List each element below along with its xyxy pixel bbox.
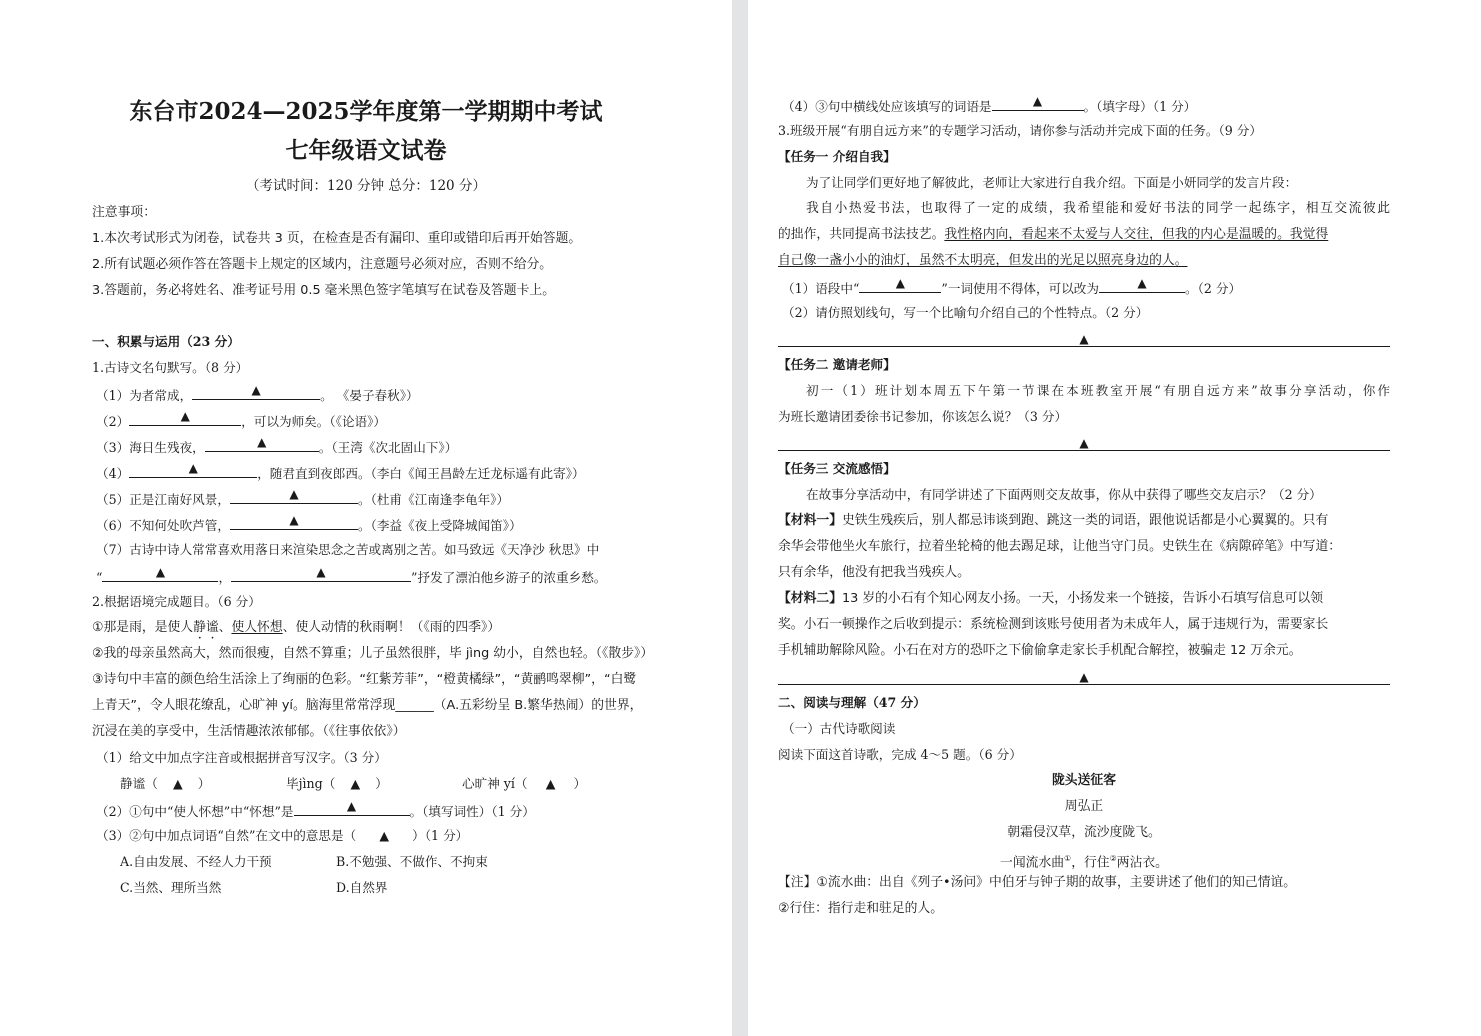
question-item (96, 801, 535, 819)
item-text: （3）海日生残夜， (96, 440, 205, 455)
exam-subtitle: 七年级语文试卷 (285, 137, 447, 164)
material-line (778, 512, 1390, 530)
item-text: ）（1 分） (412, 828, 469, 843)
passage-line: ③诗句中丰富的颜色给生活涂上了绚丽的色彩。“红紫芳菲”，“橙黄橘绿”，“黄鹂鸣翠柳”，“白鹭 (92, 672, 637, 687)
exam-info: （考试时间：120 分钟 总分：120 分） (246, 178, 486, 194)
poem-line (778, 850, 1390, 871)
option[interactable]: A.自由发展、不经人力干预 (120, 854, 272, 869)
passage-text: ①那是雨，是使人 (92, 620, 194, 635)
pinyin-label: 毕jìng（ (286, 776, 336, 791)
dotted-word: 静谧 (193, 620, 219, 635)
answer-blank[interactable] (231, 567, 411, 582)
pinyin-end: ） (197, 776, 211, 791)
material-line: 余华会带他坐火车旅行，拉着坐轮椅的他去踢足球，让他当守门员。史铁生在《病隙碎笔》中写道： (778, 539, 1342, 554)
pinyin-row (120, 775, 640, 793)
notice-heading: 注意事项： (92, 205, 156, 220)
triangle-marker: ▲ (188, 461, 198, 475)
answer-blank[interactable] (992, 96, 1084, 111)
pinyin-item (286, 775, 388, 793)
subsection-heading: （一）古代诗歌阅读 (782, 721, 896, 736)
item-text: 。（杜甫《江南逢李龟年》） (357, 492, 510, 507)
task-text: 初一（1）班计划本周五下午第一节课在本班教室开展“有朋自远方来”故事分享活动，你作 (806, 383, 1390, 398)
triangle-marker: ▲ (895, 276, 906, 290)
pinyin-label: 静谧（ (120, 776, 158, 791)
underlined-sentence: 我性格内向，看起来不太爱与人交往，但我的内心是温暖的。我觉得 (944, 227, 1329, 242)
item-text: ”抒发了漂泊他乡游子的浓重乡愁。 (411, 570, 607, 585)
poem-title: 陇头送征客 (1052, 773, 1116, 788)
footnote-marker: ② (1109, 854, 1117, 863)
material-text: 史铁生残疾后，别人都忌讳谈到跑、跳这一类的词语，跟他说话都是小心翼翼的。只有 (841, 513, 1329, 528)
task-heading: 【任务一 介绍自我】 (778, 149, 896, 164)
triangle-marker: ▲ (155, 565, 166, 579)
passage-line: 上青天”，令人眼花缭乱，心旷神 yí。脑海里常常浮现______（A.五彩纷呈 B.繁华热闹）的世界， (92, 698, 643, 713)
underlined-word: 使人怀想 (231, 620, 283, 635)
item-text: 。（填写词性）（1 分） (409, 804, 535, 819)
pinyin-end: ） (573, 776, 587, 791)
triangle-marker: ▲ (1079, 670, 1089, 684)
material-label: 【材料二】 (778, 591, 842, 606)
answer-blank[interactable] (859, 278, 941, 293)
triangle-marker: ▲ (1032, 94, 1043, 108)
passage-line (778, 252, 1188, 270)
question-item (96, 437, 457, 455)
material-label: 【材料一】 (778, 513, 842, 528)
triangle-marker: ▲ (289, 513, 299, 527)
answer-line[interactable] (778, 684, 1390, 685)
item-text: ， (218, 570, 232, 585)
poem-line: 朝霜侵汉草，流沙度陇飞。 (1007, 825, 1161, 840)
item-text: （4） (96, 466, 130, 481)
question-item (96, 411, 386, 429)
question-item (96, 515, 522, 533)
answer-blank[interactable] (192, 385, 320, 400)
passage-text: 、使人动情的秋雨啊！（《雨的四季》） (282, 620, 501, 635)
material-line: 只有余华，他没有把我当残疾人。 (778, 565, 970, 580)
triangle-marker: ▲ (251, 383, 261, 397)
notice-item: 1.本次考试形式为闭卷，试卷共 3 页，在检查是否有漏印、重印或错印后再开始答题。 (92, 231, 582, 246)
question-stem: 1.古诗文名句默写。（8 分） (92, 360, 249, 375)
poem-text: 一闻流水曲 (1000, 855, 1065, 871)
pinyin-end: ） (375, 776, 388, 791)
question-item: （2）请仿照划线句，写一个比喻句介绍自己的个性特点。（2 分） (782, 305, 1149, 320)
triangle-marker[interactable]: ▲ (545, 776, 556, 791)
exam-title: 东台市2024—2025学年度第一学期期中考试 (129, 98, 603, 125)
section-heading: 二、阅读与理解（47 分） (778, 695, 926, 710)
passage-line (778, 226, 1390, 244)
triangle-marker[interactable]: ▲ (350, 776, 361, 791)
item-text: （4）③句中横线处应该填写的词语是 (782, 99, 992, 114)
material-line: 奖。小石一顿操作之后收到提示：系统检测到该账号使用者为未成年人，属于违规行为，需要家长 (778, 617, 1329, 632)
task-text: 为班长邀请团委徐书记参加，你该怎么说？（3 分） (778, 409, 1068, 424)
item-text: ”一词使用不得体，可以改为 (941, 281, 1099, 296)
note-text: ①流水曲：出自《列子•汤问》中伯牙与钟子期的故事，主要讲述了他们的知己情谊。 (816, 875, 1297, 890)
triangle-marker[interactable]: ▲ (172, 776, 183, 791)
poem-author: 周弘正 (1064, 799, 1104, 814)
question-stem: 2.根据语境完成题目。（6 分） (92, 594, 261, 609)
item-text: （1）为者常成， (96, 388, 193, 403)
triangle-marker: ▲ (1079, 332, 1089, 346)
triangle-marker: ▲ (180, 409, 190, 423)
triangle-marker: ▲ (257, 435, 267, 449)
passage-line: 沉浸在美的享受中，生活情趣浓浓郁郁。（《往事依依》） (92, 724, 406, 739)
answer-blank[interactable] (230, 515, 358, 530)
answer-line[interactable] (778, 450, 1390, 451)
item-text: （5）正是江南好风景， (96, 492, 230, 507)
underlined-sentence: 自己像一盏小小的油灯，虽然不太明亮，但发出的光足以照亮身边的人。 (778, 253, 1188, 268)
reading-intro: 阅读下面这首诗歌，完成 4～5 题。（6 分） (778, 747, 1022, 762)
item-text: （6）不知何处吹芦管， (96, 518, 230, 533)
answer-blank[interactable] (294, 801, 410, 816)
option[interactable]: B.不勉强、不做作、不拘束 (336, 854, 488, 869)
notice-item: 2.所有试题必须作答在答题卡上规定的区域内，注意题号必须对应，否则不给分。 (92, 257, 553, 272)
triangle-marker: ▲ (1079, 436, 1089, 450)
option[interactable]: D.自然界 (336, 880, 388, 895)
item-text: （2）①句中“使人怀想”中“怀想”是 (96, 804, 294, 819)
material-text: 13 岁的小石有个知心网友小扬。一天，小扬发来一个链接，告诉小石填写信息可以领 (841, 591, 1324, 606)
poem-text: ，行住 (1071, 855, 1110, 871)
triangle-marker[interactable]: ▲ (379, 828, 390, 843)
item-text: 。（填字母）（1 分） (1083, 99, 1197, 114)
item-text: ，可以为师矣。（《论语》） (241, 414, 387, 429)
item-text: “ (96, 570, 103, 585)
option[interactable]: C.当然、理所当然 (120, 880, 222, 895)
task-intro: 为了让同学们更好地了解彼此，老师让大家进行自我介绍。下面是小妍同学的发言片段： (806, 175, 1298, 190)
answer-blank[interactable] (205, 437, 319, 452)
triangle-marker: ▲ (289, 487, 299, 501)
question-item (96, 489, 509, 507)
item-text: （3）②句中加点词语“自然”在文中的意思是（ (96, 828, 357, 843)
item-text: 。 《晏子春秋》） (320, 388, 419, 403)
triangle-marker: ▲ (346, 799, 357, 813)
task-heading: 【任务二 邀请老师】 (778, 357, 896, 372)
note-line: ②行住：指行走和驻足的人。 (778, 901, 944, 916)
question-item (96, 827, 468, 845)
note-label: 【注】 (778, 875, 817, 890)
question-item (782, 278, 1241, 296)
passage-text: 、 (218, 620, 232, 635)
answer-line[interactable] (778, 346, 1390, 347)
task-intro: 在故事分享活动中，有同学讲述了下面两则交友故事，你从中获得了哪些交友启示？（2 分） (806, 487, 1322, 502)
pinyin-item (120, 775, 210, 793)
item-text: 。（李益《夜上受降城闻笛》） (357, 518, 522, 533)
pinyin-item (462, 775, 586, 793)
answer-blank[interactable] (230, 489, 358, 504)
poem-text: 两沾衣。 (1116, 855, 1168, 871)
answer-blank[interactable] (102, 567, 218, 582)
material-line (778, 590, 1390, 608)
item-text: 。（2 分） (1185, 281, 1242, 296)
item-text: 。（王湾《次北固山下》） (318, 440, 458, 455)
note-line (778, 874, 1390, 892)
pinyin-label: 心旷神 yí（ (462, 776, 528, 791)
answer-blank[interactable] (129, 411, 241, 426)
task-heading: 【任务三 交流感悟】 (778, 461, 896, 476)
question-stem: 3.班级开展“有朋自远方来”的专题学习活动，请你参与活动并完成下面的任务。（9 分） (778, 123, 1262, 138)
item-text: （2） (96, 414, 130, 429)
material-line: 手机辅助解除风险。小石在对方的恐吓之下偷偷拿走家长手机配合解控，被骗走 12 万余元。 (778, 643, 1302, 658)
exam-page-left (0, 0, 732, 1036)
question-item: （1）给文中加点字注音或根据拼音写汉字。（3 分） (96, 750, 387, 765)
item-text: ，随君直到夜郎西。（李白《闻王昌龄左迁龙标遥有此寄》） (257, 466, 585, 481)
question-item: （7）古诗中诗人常常喜欢用落日来渲染思念之苦或离别之苦。如马致远《天净沙 秋思》中 (96, 542, 600, 557)
passage-line (92, 619, 500, 637)
triangle-marker: ▲ (1137, 276, 1147, 290)
section-heading: 一、积累与运用（23 分） (92, 334, 240, 349)
passage-text: 的拙作，共同提高书法技艺。 (778, 227, 945, 242)
exam-page-right (748, 0, 1481, 1036)
triangle-marker: ▲ (316, 565, 326, 579)
question-item (96, 385, 419, 403)
question-item (96, 567, 606, 585)
page-gutter (732, 0, 748, 1036)
notice-item: 3.答题前，务必将姓名、准考证号用 0.5 毫米黑色签字笔填写在试卷及答题卡上。 (92, 283, 555, 298)
passage-line: ②我的母亲虽然高大，然而很瘦，自然不算重；儿子虽然很胖，毕 jìng 幼小，自然也轻。（《散步》） (92, 646, 654, 661)
item-text: （1）语段中“ (782, 281, 860, 296)
answer-blank[interactable] (129, 463, 257, 478)
passage-line: 我自小热爱书法，也取得了一定的成绩，我希望能和爱好书法的同学一起练字，相互交流彼此 (806, 201, 1390, 216)
footnote-marker: ① (1064, 854, 1072, 863)
question-item (96, 463, 585, 481)
question-item (782, 96, 1196, 114)
answer-blank[interactable] (1099, 278, 1185, 293)
